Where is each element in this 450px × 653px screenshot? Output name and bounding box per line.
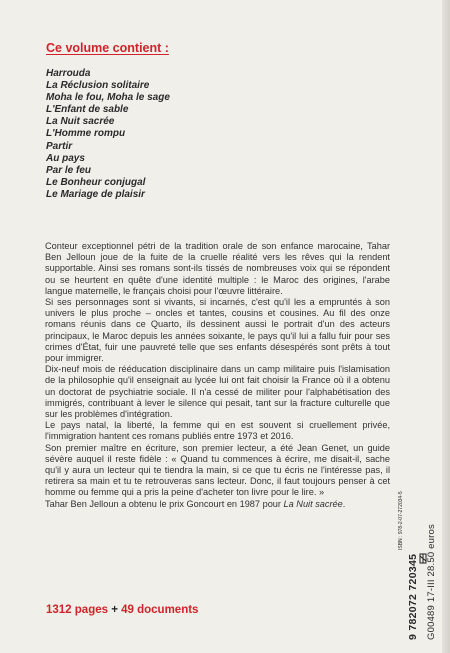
blurb-paragraph: Conteur exceptionnel pétri de la tradition orale de son enfance marocaine, Tahar Ben Jelloun joue de la fuite de la cruelle réalité vers les rêves qui la rendent supportable. Ainsi ses romans sont-ils tissés de nombreuses voix qui se répondent ou se heurtent en quête d'une identité multiple : le Maroc des origines, l'arabe langue maternelle, le français choisi pour l'œuvre littéraire. bbox=[45, 241, 390, 296]
goncourt-end: . bbox=[342, 498, 346, 509]
contents-item: La Nuit sacrée bbox=[46, 116, 115, 128]
barcode-number: 9 782072 720345 bbox=[407, 553, 419, 640]
page-count bbox=[46, 604, 198, 616]
goncourt-paragraph bbox=[45, 499, 390, 510]
pages-count: 1312 pages bbox=[46, 604, 109, 616]
contents-item: Au pays bbox=[46, 152, 85, 164]
contents-item: Le Bonheur conjugal bbox=[46, 176, 146, 188]
contents-heading: Ce volume contient : bbox=[46, 41, 169, 55]
documents-count: 49 documents bbox=[121, 604, 199, 616]
price-code: G00489 17-III 28.50 euros bbox=[426, 524, 437, 640]
contents-item: La Réclusion solitaire bbox=[46, 80, 150, 92]
plus-sign: + bbox=[108, 604, 122, 616]
goncourt-text: Tahar Ben Jelloun a obtenu le prix Goncourt en 1987 pour bbox=[45, 498, 284, 509]
contents-item: Partir bbox=[46, 140, 73, 152]
isbn-label: ISBN : 978-2-07-272034-5 bbox=[398, 491, 404, 550]
contents-item: Par le feu bbox=[46, 164, 92, 176]
contents-list bbox=[46, 68, 170, 201]
contents-item: Le Mariage de plaisir bbox=[46, 188, 145, 200]
blurb-text bbox=[45, 241, 390, 510]
contents-item: Moha le fou, Moha le sage bbox=[46, 92, 170, 104]
blurb-paragraph: Son premier maître en écriture, son premier lecteur, a été Jean Genet, un guide sévère auquel il reste fidèle : « Quand tu commences à écrire, me disait-il, sache qu'il y aura un lecteur qui te tiendra la main, si ce que tu écris ne l'intéresse pas, il retirera sa main et tu te retrouveras sans lecteur. Donc, il faut toujours penser à cet homme ou femme qui a pris la peine d'acheter ton livre pour le lire. » bbox=[45, 442, 390, 498]
blurb-paragraph: Le pays natal, la liberté, la femme qui en est souvent si cruellement privée, l'immigration hantent ces romans publiés entre 1973 et 2016. bbox=[45, 420, 390, 442]
contents-item: L'Homme rompu bbox=[46, 128, 126, 140]
goncourt-book-title: La Nuit sacrée bbox=[283, 498, 343, 509]
contents-item: Harrouda bbox=[46, 68, 91, 79]
barcode-area bbox=[396, 450, 446, 640]
contents-item: L'Enfant de sable bbox=[46, 104, 129, 116]
blurb-paragraph: Si ses personnages sont si vivants, si incarnés, c'est qu'il les a empruntés à son univers le plus proche – oncles et tantes, cousins et cousines. Au fil des onze romans réunis dans ce Quarto, ils dessinent aussi le portrait d'un des acteurs principaux, le Maroc depuis les années soixante, le pays qu'il lui a fallu fuir pour ses crimes d'État, fuir une pauvreté telle que ses enfants désespérés sont prêts à tout pour immigrer. bbox=[45, 297, 390, 364]
blurb-paragraph: Dix-neuf mois de rééducation disciplinaire dans un camp militaire puis l'islamisation de la philosophie qu'il enseignait au lycée lui ont fait choisir la France où il a obtenu un doctorat de psychiatrie sociale. Il n'a cessé de militer pour l'alphabétisation des immigrés, contribuant à lever le silence qui pesait, tant sur la fracture culturelle que sur les problèmes d'intégration. bbox=[45, 364, 390, 420]
